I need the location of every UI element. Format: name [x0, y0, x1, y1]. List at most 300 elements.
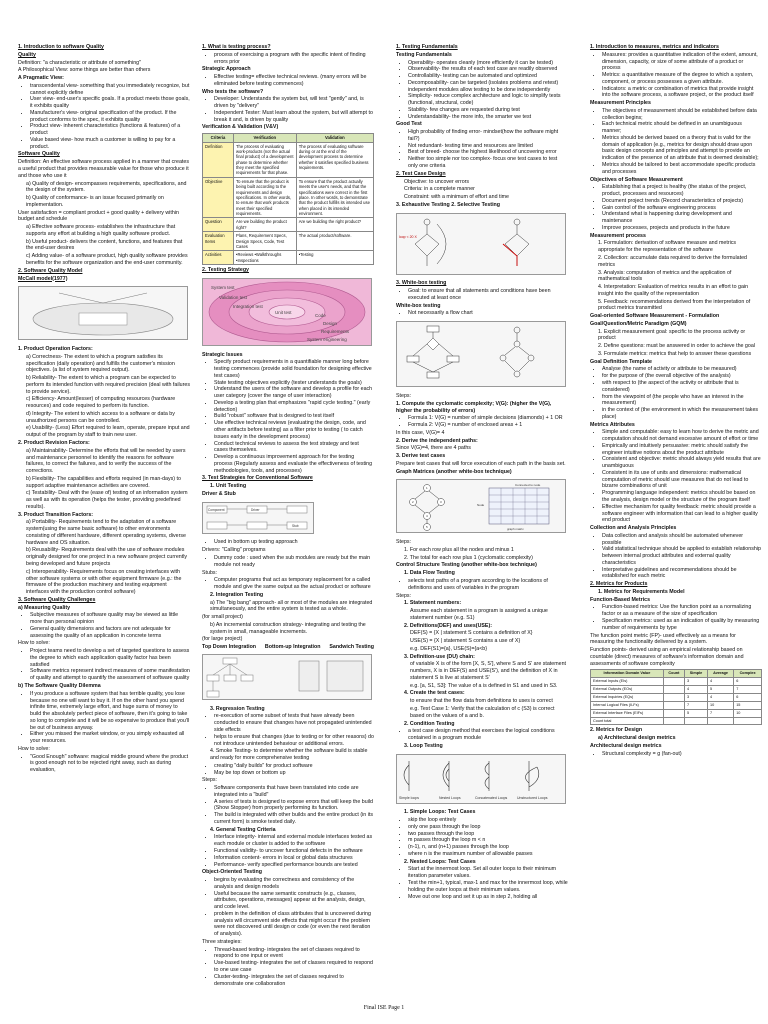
list-item: • Operability- operates cleanly (more efficiently it can be tested): [408, 60, 568, 67]
bullet-list: [202, 785, 374, 826]
text-line: Steps:: [396, 392, 412, 399]
list-item: • begins by evaluating the correctness and consistency of the analysis and design models: [214, 877, 374, 891]
list-item: • Stability- few changes are requested during test: [408, 107, 568, 114]
text-line: 4. Smoke Testing- to determine whether the software build is stable and ready for more comprehensive testing: [210, 748, 368, 762]
text-line: Steps:: [202, 777, 218, 784]
bullet-list: [396, 415, 568, 429]
list-item: • Start at the innermost loop. Set all outer loops to their minimum iteration parameter values.: [408, 866, 568, 880]
table-cell: Definition: [203, 142, 234, 177]
subheading: 2. Metrics for Design: [590, 727, 643, 734]
table-cell: External Inquiries (EQs): [591, 693, 664, 701]
bullet-list: [202, 555, 374, 569]
subheading: 2. Definitions(DEF) and uses(USE):: [404, 622, 492, 629]
testing-spiral-diagram: [202, 278, 372, 346]
diagram-label: Bottom-up Integration: [264, 644, 321, 651]
table-cell: 3: [684, 693, 707, 701]
text-line: Definition: An effective software process applied in a manner that creates a useful product that provides measurable value for those who produce it and those who use it: [18, 159, 189, 179]
subheading: Goal Definition Template: [590, 358, 652, 365]
list-item: • May be top down or bottom up: [214, 770, 374, 777]
subheading: Good Test: [396, 121, 422, 128]
list-item: • Programming language independent: metrics should be based on the analysis, design model or the structure of the program itself: [602, 490, 762, 504]
list-item: • only one pass through the loop: [408, 824, 568, 831]
diagram-label: Driver: [251, 507, 260, 512]
list-item: • Metrics: a quantitative measure of the degree to which a system, component, or process possesses a given attribute.: [602, 72, 762, 86]
list-item: • Empirically and intuitively persuasive: metric should satisfy the engineer intuitive notions about the product attribute: [602, 443, 762, 457]
text-line: e.g. [a, S1, S3]: The value of a is defined in S1 and used in S3.: [410, 682, 558, 689]
list-item: • Consistent in its use of units and dimensions: mathematical computation of metric should use measures that do not lead to bizarre combinations of unit: [602, 470, 762, 490]
list-item: • Simple and computable: easy to learn how to derive the metric and computation should not demand excessive amount of effort or time: [602, 429, 762, 443]
bullet-list: [202, 763, 374, 777]
text-line: 4. Interpretation: Evaluation of metrics results in an effort to gain insight into the quality of the representation: [598, 284, 749, 297]
list-item: • Use effective technical reviews (evaluating the design, code, and other artifacts before testing) as a filter prior to testing ( to catch issues early in the development process): [214, 420, 374, 440]
list-item: • process of exercising a program with the specific intent of finding errors prior: [214, 52, 374, 66]
spiral-label: Integration test: [233, 303, 263, 309]
subheading: A Pragmatic View:: [18, 75, 64, 82]
list-item: • (n-1), n, and (n+1) passes through the loop: [408, 844, 568, 851]
section-heading: 1. Introduction to software Quality: [18, 44, 104, 50]
list-item: • where n is the maximum number of allowable passes: [408, 851, 568, 858]
table-cell: External Outputs (EOs): [591, 686, 664, 694]
text-line: 1. Formulation: derivation of software measure and metrics appropriate for the representation of the software: [598, 240, 737, 254]
list-item: • Develop a testing plan that emphasizes "rapid cycle testing." (early detection): [214, 400, 374, 414]
diagram-label: Component: [208, 507, 225, 512]
list-item: • Indicators: a metric or combination of metrics that provide insight into the software process, a software project, or the product itself: [602, 86, 762, 100]
spiral-label: Unit test: [275, 309, 292, 315]
subheading: Object-Oriented Testing: [202, 869, 262, 876]
table-cell: 6: [734, 678, 762, 686]
table-cell: 7: [684, 701, 707, 709]
diagram-label: Concatenated Loops: [475, 795, 508, 800]
text-line: 1. For each row plus all the nodes and minus 1: [404, 546, 514, 553]
diagram-label: Unstructured Loops: [517, 795, 548, 800]
bullet-list: [202, 74, 374, 88]
list-item: • Establishing that a project is healthy (the status of the project, product, processes and resources): [602, 184, 762, 198]
subheading: 1. Unit Testing: [210, 483, 247, 490]
section-heading: 1. Testing Fundamentals: [396, 44, 458, 50]
list-item: • two passes through the loop: [408, 831, 568, 838]
text-line: of variable X is of the form [X, S, S'], where S and S' are statement numbers, X is in DEF(S) and USE(S'), and the definition of X in statement S is live at statement S': [410, 661, 566, 681]
table-header: Count: [663, 670, 684, 678]
bullet-list: [396, 129, 568, 170]
list-item: • Not necessarily a flow chart: [408, 310, 568, 317]
bullet-list: [202, 539, 374, 546]
column-1: [18, 44, 190, 775]
bullet-list: [18, 648, 190, 682]
subheading: Function-Based Metrics: [590, 596, 651, 603]
table-cell: To ensure that the product actually meets the user's needs, and that the specifications were correct in the first place. In other words, to demonstrate that the product fulfills its intended use when placed in its intended environment.: [296, 177, 373, 218]
list-item: • Metrics should be derived based on a theory that is valid for the domain of application (e.g., metrics for design should draw upon basic design concepts and principles and attempt to provide an indication of the presence of an attribute that is deemed desirable);: [602, 135, 762, 162]
bullet-list: [396, 60, 568, 121]
text-line: c) Interoperability- Requirements focus on creating interfaces with other software systems or with other equipment firmware (e.g.: the firmware of the production machinery and testing equipment interfaces with the production control software): [26, 568, 182, 596]
section-heading: 2. Metrics for Products: [590, 581, 648, 588]
graph-node-label: 4: [426, 514, 428, 519]
table-cell: External Interface Files (EIFs): [591, 709, 664, 717]
table-cell: [663, 701, 684, 709]
list-item: • with respect to (the aspect of the activity or attribute that is considered): [602, 380, 762, 394]
text-line: 5. Feedback: recommendations derived from the interpretation of product metrics transmitted: [598, 298, 751, 312]
list-item: • Build "robust" software that is designed to test itself: [214, 413, 374, 420]
table-cell: 10: [707, 701, 733, 709]
subheading: Quality: [18, 51, 36, 58]
list-item: • Developer: Understands the system but, will test "gently" and, is driven by "delivery": [214, 96, 374, 110]
subheading: 2. Nested Loops: Test Cases: [404, 858, 476, 865]
text-line: a) The "big bang" approach- all or most of the modules are integrated simultaneously, and the entire system is tested as a whole.: [210, 599, 373, 613]
column-2: [202, 44, 374, 988]
list-item: • problem in the definition of class attributes that is uncovered during analysis will circumvent side effects that might occur if the problem were not discovered until design or code (or even the next iteration of analysis).: [214, 911, 374, 938]
table-cell: [734, 717, 762, 725]
text-line: Steps:: [396, 592, 412, 599]
table-cell: The actual product/software.: [296, 232, 373, 251]
column-3: [396, 44, 568, 901]
list-item: • m passes through the loop m < n: [408, 837, 568, 844]
bullet-list: [202, 713, 374, 747]
list-item: • Function-based metrics: Use the function point as a normalizing factor or as a measure of the size of specification: [602, 604, 762, 618]
bullet-list: [18, 754, 190, 774]
bullet-list: [202, 834, 374, 868]
list-item: • Consistent and objective: metric should always yield results that are unambiguous: [602, 456, 762, 470]
list-item: • "Good Enough" software: magical middle ground where the product is good enough not to be rejected right away, such as during evaluation,: [30, 754, 190, 774]
table-cell: 7: [734, 686, 762, 694]
list-item: • User view- end-user's specific goals. If a product meets those goals, it exhibits quality: [30, 96, 190, 110]
text-line: b) Reusability- Requirements deal with the use of software modules originally designed for one project in a new software project currently being developed and future projects: [26, 547, 188, 567]
exhaustive-selective-flowgraph: [396, 213, 566, 275]
subheading: 1. Statement numbers:: [404, 600, 462, 607]
bullet-list: [396, 728, 568, 742]
table-header: Information Domain Value: [591, 670, 664, 678]
text-line: 2. Collection: accumulate data required to derive the formulated metrics: [598, 254, 747, 268]
list-item: • Goal: to ensure that all statements and conditions have been executed at least once: [408, 288, 568, 302]
list-item: • creating "daily builds" for product software: [214, 763, 374, 770]
bullet-list: [590, 533, 762, 580]
list-item: • Effective mechanism for quality feedback: metric should provide a software engineer with information that can lead to a higher quality end product: [602, 504, 762, 524]
table-row: [203, 177, 374, 218]
text-line: 3. Formulate metrics: metrics that help to answer these questions: [598, 350, 752, 357]
table-cell: 4: [707, 678, 733, 686]
list-item: • Controllability- testing can be automated and optimized: [408, 73, 568, 80]
list-item: • High probability of finding error- mindset(how the software might fail?): [408, 129, 568, 143]
table-cell: Question: [203, 218, 234, 232]
list-item: • Interface integrity- internal and external module interfaces tested as each module or cluster is added to the software: [214, 834, 374, 848]
section-heading: 3. Test Strategies for Conventional Software: [202, 475, 313, 482]
subheading: Graph Matrices (another white-box technique): [396, 468, 512, 475]
subheading: McCall model(1977): [18, 275, 68, 282]
graph-node-label: 2: [412, 500, 414, 505]
list-item: • Software components that have been translated into code are integrated into a "build": [214, 785, 374, 799]
subheading: 1. Metrics for Requirements Model: [598, 588, 685, 595]
subheading: 1. Simple Loops: Test Cases: [404, 809, 476, 816]
diagram-label: Simple loops: [399, 795, 420, 800]
text-line: Prepare test cases that will force execution of each path in the basis set.: [396, 460, 566, 467]
list-item: • Develop a continuous improvement approach for the testing process (Regularly assess and evaluate the effectiveness of testing methodologies, tools, and processes): [214, 454, 374, 474]
bullet-list: [590, 108, 762, 176]
subheading: Objectives of Software Measurement: [590, 176, 683, 183]
table-cell: Activities: [203, 251, 234, 265]
text-line: Criteria: in a complete manner: [404, 186, 475, 193]
table-row: [591, 678, 762, 686]
function-point-table: [590, 669, 762, 725]
table-cell: [663, 686, 684, 694]
subheading: 3. Derive test cases: [396, 453, 446, 460]
subheading: Testing Fundamentals: [396, 51, 452, 58]
list-item: • Effective testing= effective technical reviews. (many errors will be eliminated before testing commences): [214, 74, 374, 88]
text-line: a) Effective software process- establishes the infrastructure that supports any effort at building a high quality software product.: [26, 224, 176, 237]
loop-annotation: loop < 20 X: [399, 234, 417, 239]
subheading: 1. Compute the cyclomatic complexity; V(G): (higher the V(G), higher the probability of errors): [396, 400, 552, 414]
text-line: Definition: "a characteristic or attribute of something": [18, 59, 141, 66]
list-item: • in the context of (the environment in which the measurement takes place): [602, 407, 762, 421]
text-line: Three strategies:: [202, 938, 242, 945]
integration-tree-diagram: [202, 654, 372, 700]
graph-matrix-diagram: [396, 479, 566, 533]
list-item: • from the viewpoint of (the people who have an interest in the measurement): [602, 394, 762, 408]
text-line: The function point metric (FP)- used effectively as a means for measuring the functionality delivered by a system.: [590, 632, 736, 646]
diagram-label: Nested Loops: [439, 795, 461, 800]
diagram-label: Connected to node: [515, 483, 541, 488]
bullet-list: [590, 184, 762, 231]
subheading: Strategic Approach: [202, 66, 251, 73]
table-header: Criteria: [203, 134, 234, 142]
list-item: • Specification metrics: used as an indication of quality by measuring number of requirements by type: [602, 618, 762, 632]
text-line: How to solve:: [18, 640, 50, 647]
list-item: • Product view- inherent characteristics (functions & features) of a product: [30, 123, 190, 137]
list-item: • Cluster-testing- integrates the set of classes required to demonstrate one collaboration: [214, 974, 374, 988]
list-item: • for the purpose of (the overall objective of the analysis): [602, 373, 762, 380]
text-line: Since V(G)=4, there are 4 paths: [396, 445, 471, 452]
subheading: a) Measuring Quality: [18, 604, 71, 611]
integration-labels: [202, 644, 374, 651]
text-line: Drivers: "Calling" programs: [202, 547, 266, 554]
table-row: [203, 232, 374, 251]
table-cell: External Inputs (EIs): [591, 678, 664, 686]
list-item: • transcendental view- something that you immediately recognize, but cannot explicitly define: [30, 83, 190, 97]
text-line: a) Correctness- The extent to which a program satisfies its specification (daily operation) and fulfills the customer's mission objectives. (a list of system required output).: [26, 353, 175, 374]
text-line: Stubs:: [202, 569, 218, 576]
loop-types-diagram: [396, 754, 566, 804]
list-item: • selects test paths of a program according to the locations of definitions and uses of variables in the program: [408, 578, 568, 592]
bullet-list: [590, 751, 762, 758]
list-item: • Understand the users of the software and develop a profile for each user category (cover the range of user interaction): [214, 386, 374, 400]
table-header-row: [203, 134, 374, 142]
bullet-list: [396, 578, 568, 592]
driver-stub-diagram: [202, 502, 314, 534]
subheading: Who tests the software?: [202, 88, 264, 95]
table-row: [591, 686, 762, 694]
bullet-list: [396, 310, 568, 317]
table-cell: •Testing: [296, 251, 373, 265]
table-row: [591, 693, 762, 701]
table-cell: The process of evaluating software during or at the end of the development process to determine whether it satisfies specified business requirements.: [296, 142, 373, 177]
text-line: c) Efficiency- Amount(lesser) of computing resources (hardware resources) and code required to perform its function.: [26, 396, 176, 410]
text-line: b) An incremental construction strategy- integrating and testing the system in small, manageable increments.: [210, 621, 366, 635]
text-line: Objective: to uncover errors: [404, 178, 470, 185]
list-item: • Metrics should be tailored to best accommodate specific products and processes: [602, 162, 762, 176]
table-row: [203, 142, 374, 177]
text-line: e.g. Test Case 1: Verify that the calculation of c (S3) is correct based on the values of a and b.: [410, 706, 555, 719]
vv-table: [202, 133, 374, 265]
text-line: a) Portability- Requirements tend to the adaptation of a software system(using the same basic software) to other environments consisting of different hardware, different operating systems, diverse hardware and OS situation.: [26, 519, 186, 546]
subheading: 2. Product Revision Factors:: [18, 439, 90, 446]
table-cell: 3: [684, 678, 707, 686]
mccall-model-diagram: [18, 286, 188, 340]
section-heading: 1. What is testing process?: [202, 44, 271, 50]
text-line: d) Integrity- The extent to which access to a software or data by unauthorized persons can be controlled.: [26, 410, 175, 424]
list-item: • Decomposability- can be targeted (isolates problems and retest) independent modules allow testing to be done independently: [408, 80, 568, 94]
text-line: c) Testability- Deal with the (ease of) testing of an information system as well as with its operation (helps the tester, providing predefined results).: [26, 490, 188, 510]
table-header: Verification: [234, 134, 297, 142]
text-line: Constraint: with a minimum of effort and time: [404, 194, 509, 201]
bullet-list: [590, 366, 762, 420]
bullet-list: [202, 947, 374, 988]
list-item: • Specify product requirements in a quantifiable manner long before testing commences (provide solid foundation for designing effective test cases): [214, 359, 374, 379]
column-4: [590, 44, 762, 758]
table-cell: [663, 693, 684, 701]
table-row: [591, 701, 762, 709]
list-item: • Use-based testing- integrates the set of classes required to respond to one use case: [214, 960, 374, 974]
subheading: Collection and Analysis Principles: [590, 525, 677, 532]
subheading: Strategic Issues: [202, 351, 243, 358]
diagram-label: Stub: [292, 523, 299, 528]
bullet-list: [18, 691, 190, 745]
text-line: DEF(S) = {X | statement S contains a definition of X}: [410, 630, 533, 637]
bullet-list: [202, 96, 374, 123]
text-line: In this case, V(G)= 4: [396, 429, 445, 436]
subheading: 2. Derive the independent paths:: [396, 437, 478, 444]
list-item: • Independent Tester: Must learn about the system, but will attempt to break it and, is driven by quality: [214, 110, 374, 124]
text-line: (for small project): [202, 614, 243, 621]
table-cell: 4: [684, 686, 707, 694]
text-line: Assume each statement in a program is assigned a unique statement number (e.g. S1): [410, 608, 548, 621]
bullet-list: [396, 817, 568, 858]
list-item: • Formula 2: V(G) = number of enclosed areas + 1: [408, 422, 568, 429]
spiral-label: Design: [323, 320, 338, 326]
list-item: • Project teams need to develop a set of targeted questions to assess the degree to which each application quality factor has been satisfied: [30, 648, 190, 668]
list-item: • a test case design method that exercises the logical conditions contained in a program module: [408, 728, 568, 742]
list-item: • Understandability- the more info, the smarter we test: [408, 114, 568, 121]
subheading: Goal-oriented Software Measurement - Formulation: [590, 313, 720, 320]
table-cell: 5: [684, 709, 707, 717]
text-line: How to solve:: [18, 745, 50, 752]
text-line: to ensure that the flow data from definitions to uses is correct: [410, 698, 553, 705]
list-item: • General quality dimensions and factors are not adequate for assessing the quality of an application in concrete terms: [30, 626, 190, 640]
text-line: a) Quality of design- encompasses requirements, specifications, and the design of the system.: [26, 180, 187, 194]
list-item: • Performance- verify specified performance bounds are tested: [214, 862, 374, 869]
text-line: 2. Define questions: must be answered in order to achieve the goal: [598, 343, 755, 350]
subheading: 1. Data Flow Testing: [404, 570, 455, 577]
bullet-list: [590, 52, 762, 99]
diagram-label: Sandwich Testing: [329, 644, 374, 651]
page-footer: Final ISE Page 1: [363, 1005, 405, 1011]
section-heading: 2. Software Quality Model: [18, 267, 83, 274]
list-item: • Conduct technical reviews to assess the test strategy and test cases themselves.: [214, 441, 374, 455]
flow-graph-diagram: [396, 321, 566, 387]
subheading: 1. Product Operation Factors:: [18, 346, 93, 353]
list-item: • skip the loop entirely: [408, 817, 568, 824]
list-item: • Subjective measures of software quality may be viewed as little more than personal opinion: [30, 612, 190, 626]
subheading: 2. Condition Testing: [404, 720, 455, 727]
table-cell: 10: [734, 709, 762, 717]
table-cell: Are we building the product right?: [234, 218, 297, 232]
text-line: USE(S) = {X | statement S contains a use of X}: [410, 638, 521, 645]
spiral-label: Requirements: [321, 328, 350, 334]
bullet-list: [396, 866, 568, 900]
table-cell: 5: [707, 686, 733, 694]
bullet-list: [396, 288, 568, 302]
text-line: b) Useful product- delivers the content, functions, and features that the end-user desires: [26, 238, 183, 252]
subheading: Metrics Attributes: [590, 421, 635, 428]
text-line: User satisfaction = compliant product + good quality + delivery within budget and schedule: [18, 209, 179, 223]
text-line: Function points- derived using an empirical relationship based on countable (direct) measures of software's information domain and assessments of software complexity: [590, 647, 744, 667]
list-item: • Manufacturer's view- original specification of the product. If the product conforms to the spec, it exhibits quality: [30, 110, 190, 124]
table-header: Validation: [296, 134, 373, 142]
subheading: 3. Product Transition Factors:: [18, 511, 94, 518]
subheading: 4. Create the test cases:: [404, 690, 465, 697]
graph-node-label: 5: [426, 525, 428, 530]
diagram-label: Node: [477, 503, 485, 508]
list-item: • Dummy code : used when the sub modules are ready but the main module not ready: [214, 555, 374, 569]
list-item: • Document project trends (Record characteristics of projects): [602, 198, 762, 205]
bullet-list: [18, 612, 190, 639]
spiral-label: Code: [315, 312, 326, 318]
list-item: • Interpretative guidelines and recommendations should be established for each metric: [602, 567, 762, 581]
table-row: [591, 717, 762, 725]
list-item: • Valid statistical technique should be applied to establish relationship between internal product attributes and external quality characteristics: [602, 546, 762, 566]
subheading: Goal/Question/Metric Paradigm (GQM): [590, 320, 687, 327]
table-cell: [707, 717, 733, 725]
table-cell: Plans, Requirement Specs, Design Specs, Code, Test Cases: [234, 232, 297, 251]
list-item: • Information content- errors in local or global data structures: [214, 855, 374, 862]
list-item: • Measures: provides a quantitative indication of the extent, amount, dimension, capacity, or size of some attribute of a product or process: [602, 52, 762, 72]
bullet-list: [18, 83, 190, 151]
table-cell: To ensure that the product is being built according to the requirements and design specifications. In other words, to ensure that work products meet their specified requirements.: [234, 177, 297, 218]
spiral-label: System test: [211, 284, 235, 290]
list-item: • Value based view- how much a customer is willing to pay for a product.: [30, 137, 190, 151]
bullet-list: [590, 604, 762, 631]
subheading: Measurement process: [590, 232, 646, 239]
text-line: b) Flexibility- The capabilities and efforts required (in man-days) to support adaptive maintenance activities are covered.: [26, 475, 181, 489]
table-header: Average: [707, 670, 733, 678]
table-cell: 6: [734, 693, 762, 701]
subheading: Measurement Principles: [590, 100, 651, 107]
list-item: • Thread-based testing- integrates the set of classes required to respond to one input or event: [214, 947, 374, 961]
list-item: • Used in bottom up testing approach: [214, 539, 374, 546]
text-line: (for large project): [202, 636, 243, 643]
table-row: [591, 709, 762, 717]
subheading: Verification & Validation (V&V): [202, 124, 279, 131]
table-header-row: [591, 670, 762, 678]
list-item: • Useful because the same semantic constructs (e.g., classes, attributes, operations, messages) appear at the analysis, design, and code level.: [214, 891, 374, 911]
list-item: • Each technical metric should be defined in an unambiguous manner;: [602, 121, 762, 135]
spiral-label: System engineering: [307, 336, 347, 342]
subheading: 3. Loop Testing: [404, 742, 443, 749]
list-item: • Not redundant- testing time and resources are limited: [408, 143, 568, 150]
table-row: [203, 251, 374, 265]
list-item: • helps to ensure that changes (due to testing or for other reasons) do not introduce unintended behaviour or additional errors.: [214, 734, 374, 748]
table-cell: •Reviews •Walkthroughs •Inspections: [234, 251, 297, 265]
subheading: Driver & Stub: [202, 490, 236, 497]
table-header: Simple: [684, 670, 707, 678]
text-line: e.g. DEF(S1)={a}, USE(S)={a<b}: [410, 645, 487, 652]
section-heading: 1. Introduction to measures, metrics and indicators: [590, 44, 719, 50]
table-cell: Evaluation Items: [203, 232, 234, 251]
bullet-list: [202, 577, 374, 591]
table-cell: [663, 709, 684, 717]
table-cell: Count total: [591, 717, 664, 725]
list-item: • Functional validity- to uncover functional defects in the software: [214, 848, 374, 855]
text-line: Steps:: [396, 539, 412, 546]
table-cell: [684, 717, 707, 725]
section-heading: 3. White-box testing: [396, 280, 447, 287]
subheading: a) Architectural design metrics: [598, 735, 676, 742]
